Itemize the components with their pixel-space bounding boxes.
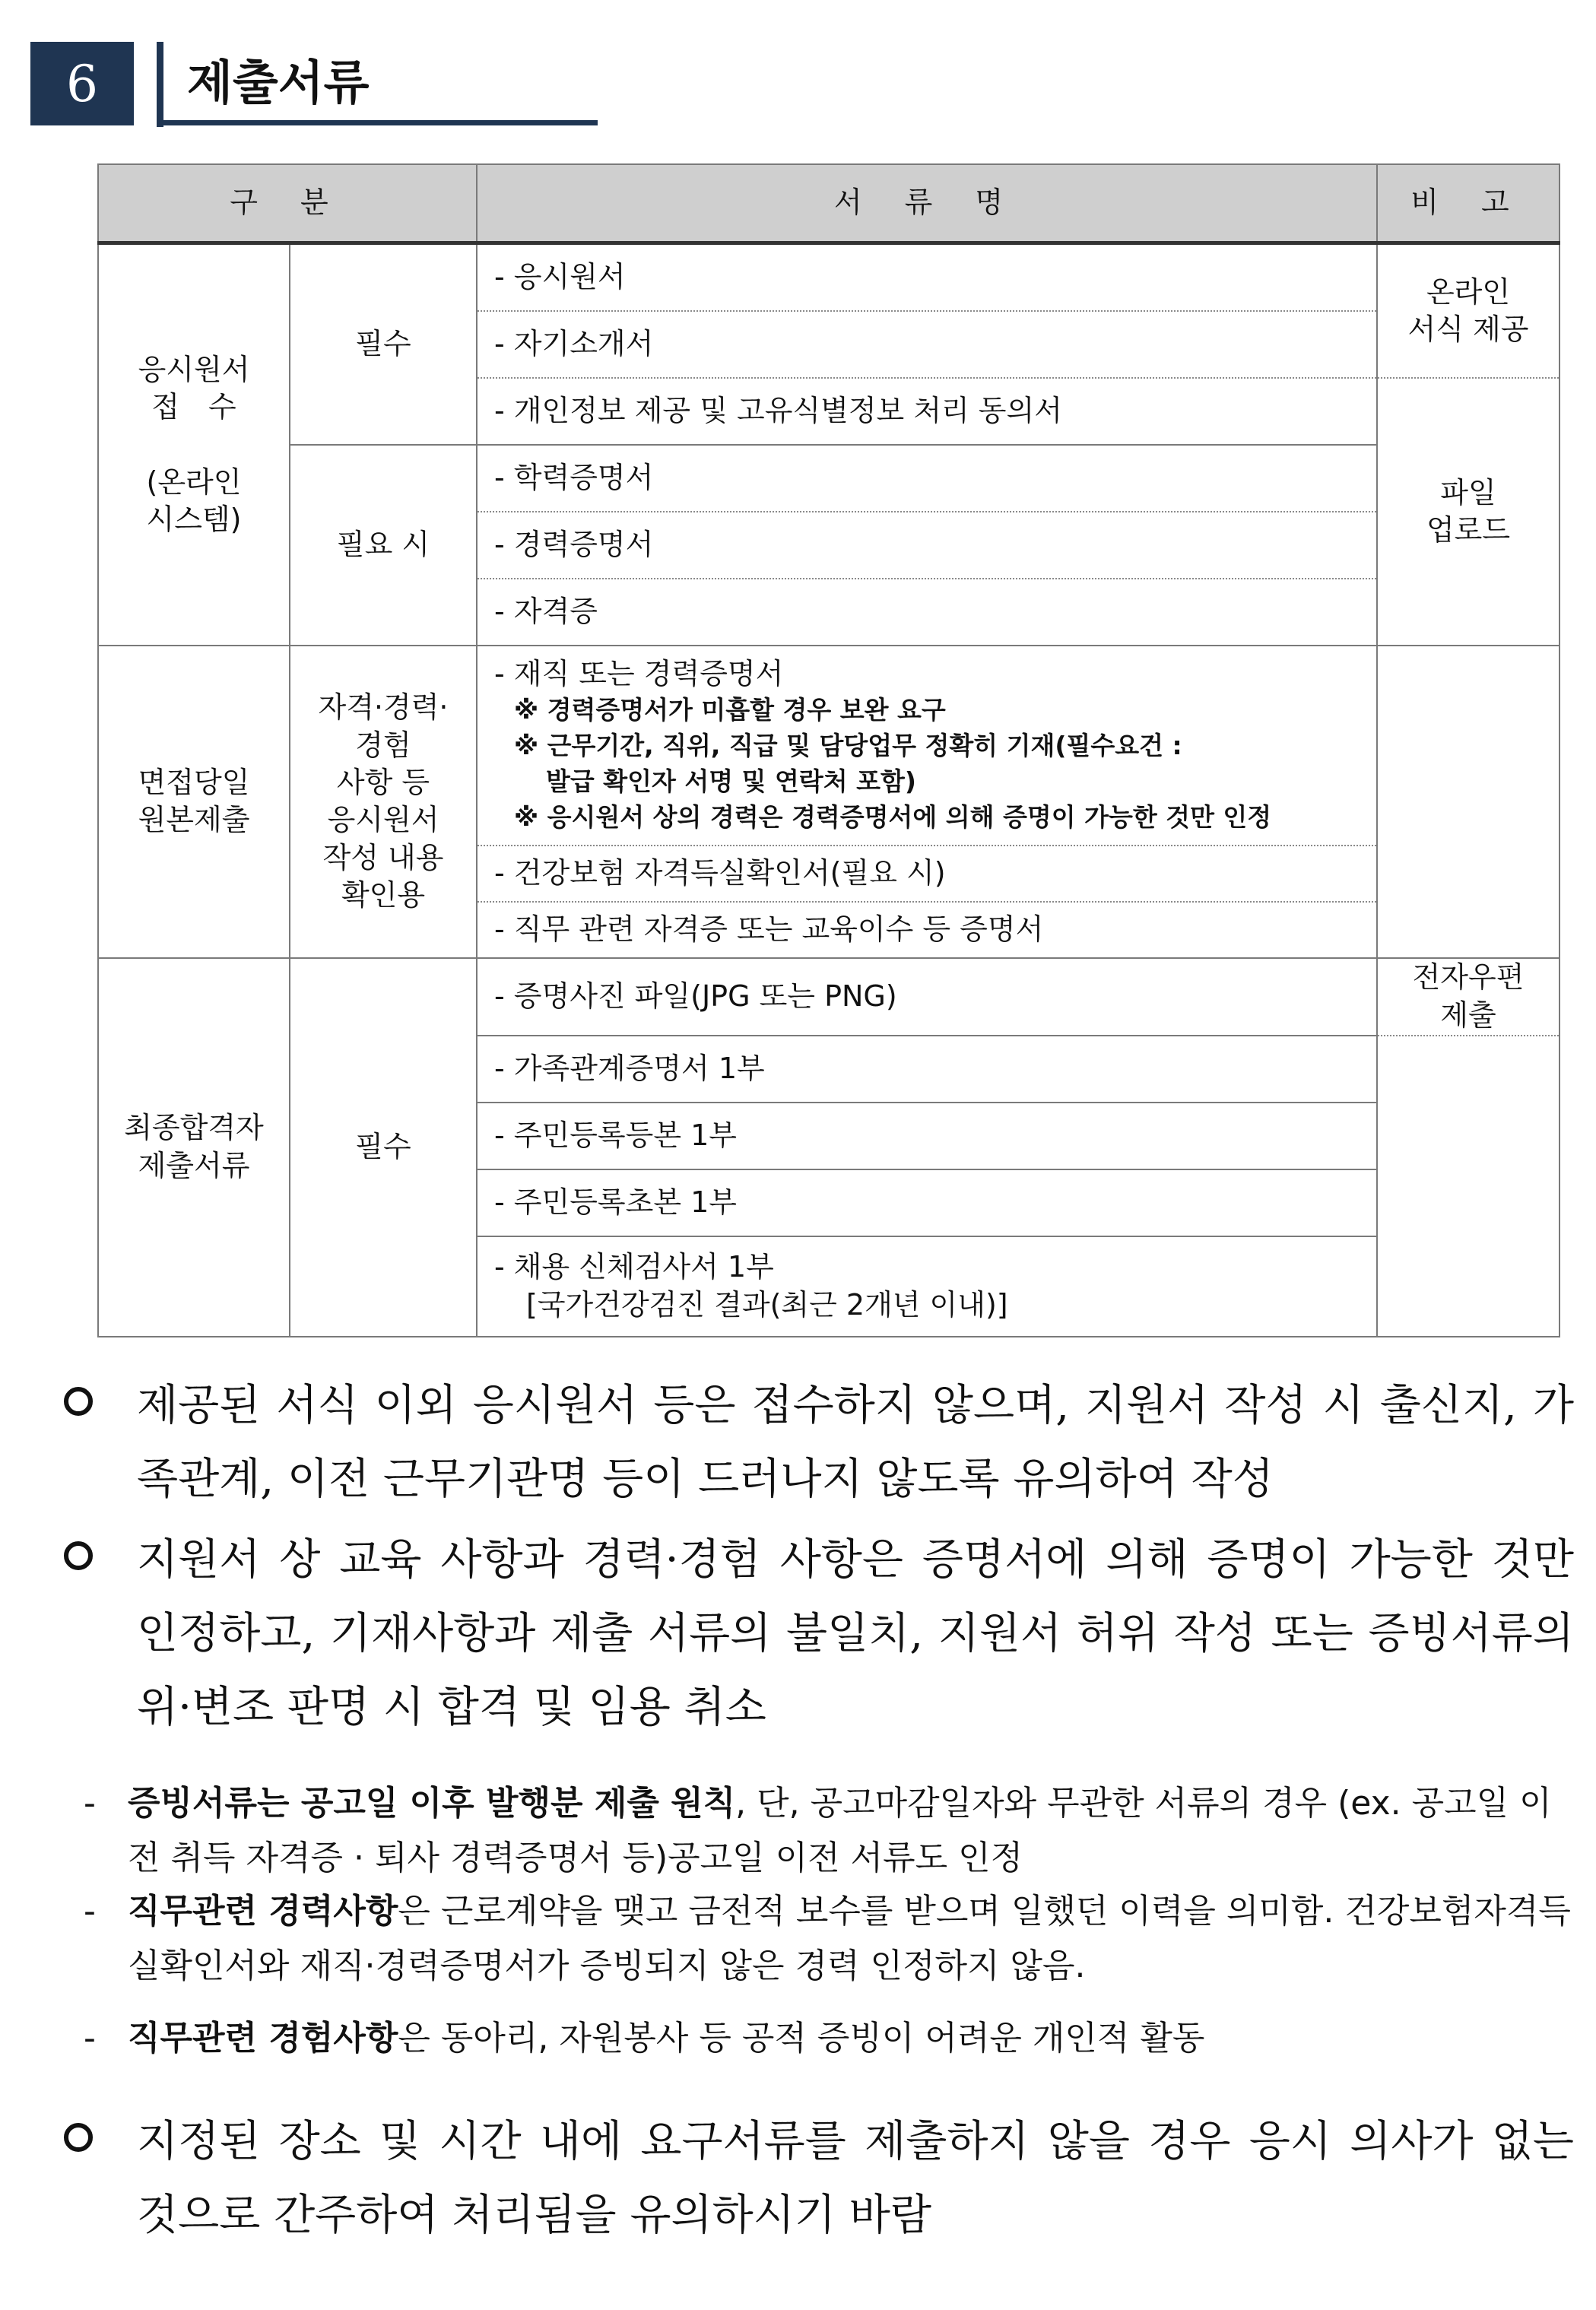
bullet-text: 지정된 장소 및 시간 내에 요구서류를 제출하지 않을 경우 응시 의사가 없는 것으로 간주하여 처리됨을 유의하시기 바람: [137, 2117, 1574, 2240]
note-line: ※ 근무기간, 직위, 직급 및 담당업무 정확히 기재(필수요건 :: [514, 731, 1182, 761]
bullet-item: [61, 2105, 1574, 2252]
doc-health-check-label: - 채용 신체검사서 1부: [494, 1250, 774, 1284]
note-line: ※ 응시원서 상의 경력은 경력증명서에 의해 증명이 가능한 것만 인정: [514, 801, 1272, 832]
doc-resident-registration-copy: - 주민등록등본 1부: [477, 1103, 1377, 1169]
required-documents-table: [97, 163, 1560, 1337]
doc-photo-file: - 증명사진 파일(JPG 또는 PNG): [477, 958, 1377, 1036]
doc-family-relation: - 가족관계증명서 1부: [477, 1036, 1377, 1103]
table-header-row: [98, 164, 1560, 243]
table-row: [98, 243, 1560, 312]
note-final-empty: [1377, 1036, 1560, 1337]
table-row: [98, 445, 1560, 512]
doc-health-check-sub: [국가건강검진 결과(최근 2개년 이내)]: [526, 1287, 1008, 1322]
sub-as-needed: 필요 시: [290, 445, 477, 646]
dash-symbol: -: [84, 1892, 96, 1931]
dash-item-text: 은 동아리, 자원봉사 등 공적 증빙이 어려운 개인적 활동: [398, 2019, 1205, 2058]
hollow-circle-bullet-icon: [61, 2120, 91, 2150]
bullet-text: 제공된 서식 이외 응시원서 등은 접수하지 않으며, 지원서 작성 시 출신지, 가족관계, 이전 근무기관명 등이 드러나지 않도록 유의하여 작성: [137, 1381, 1574, 1504]
note-interview-empty: [1377, 646, 1560, 958]
section-number: 6: [30, 42, 134, 125]
doc-employment-certificate-label: - 재직 또는 경력증명서: [494, 657, 784, 690]
doc-privacy-consent: - 개인정보 제공 및 고유식별정보 처리 동의서: [477, 378, 1377, 445]
doc-education-certificate: - 학력증명서: [477, 445, 1377, 512]
section-title: 제출서류: [187, 55, 370, 110]
note-line: 발급 확인자 서명 및 연락처 포함): [546, 766, 916, 797]
table-row: [98, 646, 1560, 846]
hollow-circle-bullet-icon: [61, 1538, 91, 1569]
dash-item-text: , 단, 공고마감일자와 무관한 서류의 경우 (ex. 공고일 이전 취득 자격증 · 퇴사 경력증명서 등)공고일 이전 서류도 인정: [128, 1784, 1552, 1877]
doc-health-insurance: - 건강보험 자격득실확인서(필요 시): [477, 846, 1377, 902]
doc-employment-certificate: [477, 646, 1377, 846]
bullet-item: [61, 1523, 1574, 1744]
header-remarks: 비 고: [1377, 164, 1560, 243]
doc-health-check: [477, 1236, 1377, 1337]
category-interview-originals: 면접당일 원본제출: [98, 646, 290, 958]
note-line: ※ 경력증명서가 미흡할 경우 보완 요구: [514, 695, 946, 725]
dash-item: [84, 2011, 1574, 2066]
note-online-form: 온라인 서식 제공: [1377, 243, 1560, 379]
sub-verification: 자격·경력· 경험 사항 등 응시원서 작성 내용 확인용: [290, 646, 477, 958]
sub-required: 필수: [290, 243, 477, 446]
category-final-submission: 최종합격자 제출서류: [98, 958, 290, 1337]
bullet-item: [61, 1369, 1574, 1516]
dash-item-text: 은 근로계약을 맺고 금전적 보수를 받으며 일했던 이력을 의미함. 건강보험자격득실확인서와 재직·경력증명서가 증빙되지 않은 경력 인정하지 않음.: [128, 1892, 1571, 1985]
header-document-name: 서 류 명: [477, 164, 1377, 243]
dash-item-bold: 직무관련 경험사항: [128, 2019, 398, 2058]
doc-application-form: - 응시원서: [477, 243, 1377, 312]
doc-career-certificate: - 경력증명서: [477, 512, 1377, 579]
header-category: 구 분: [98, 164, 477, 243]
doc-self-introduction: - 자기소개서: [477, 311, 1377, 378]
dash-item-bold: 직무관련 경력사항: [128, 1892, 398, 1931]
note-email-submission: 전자우편 제출: [1377, 958, 1560, 1036]
doc-resident-registration-abstract: - 주민등록초본 1부: [477, 1169, 1377, 1236]
section-title-bar: [157, 42, 163, 127]
dash-symbol: -: [84, 2019, 96, 2058]
dash-item-bold: 증빙서류는 공고일 이후 발행분 제출 원칙: [128, 1784, 736, 1823]
bullet-text: 지원서 상 교육 사항과 경력·경험 사항은 증명서에 의해 증명이 가능한 것만 인정하고, 기재사항과 제출 서류의 불일치, 지원서 허위 작성 또는 증빙서류의 위·변조 판명 시 합격 및 임용 취소: [137, 1535, 1574, 1732]
note-file-upload: 파일 업로드: [1377, 378, 1560, 646]
category-online-application: 응시원서 접 수 (온라인 시스템): [98, 243, 290, 646]
doc-job-related-certificate: - 직무 관련 자격증 또는 교육이수 등 증명서: [477, 902, 1377, 958]
table-row: [98, 958, 1560, 1036]
dash-item: [84, 1884, 1574, 1994]
dash-item: [84, 1776, 1574, 1886]
section-title-underline: [157, 120, 598, 125]
sub-final-required: 필수: [290, 958, 477, 1337]
dash-symbol: -: [84, 1784, 96, 1823]
hollow-circle-bullet-icon: [61, 1384, 91, 1414]
doc-qualification: - 자격증: [477, 579, 1377, 646]
